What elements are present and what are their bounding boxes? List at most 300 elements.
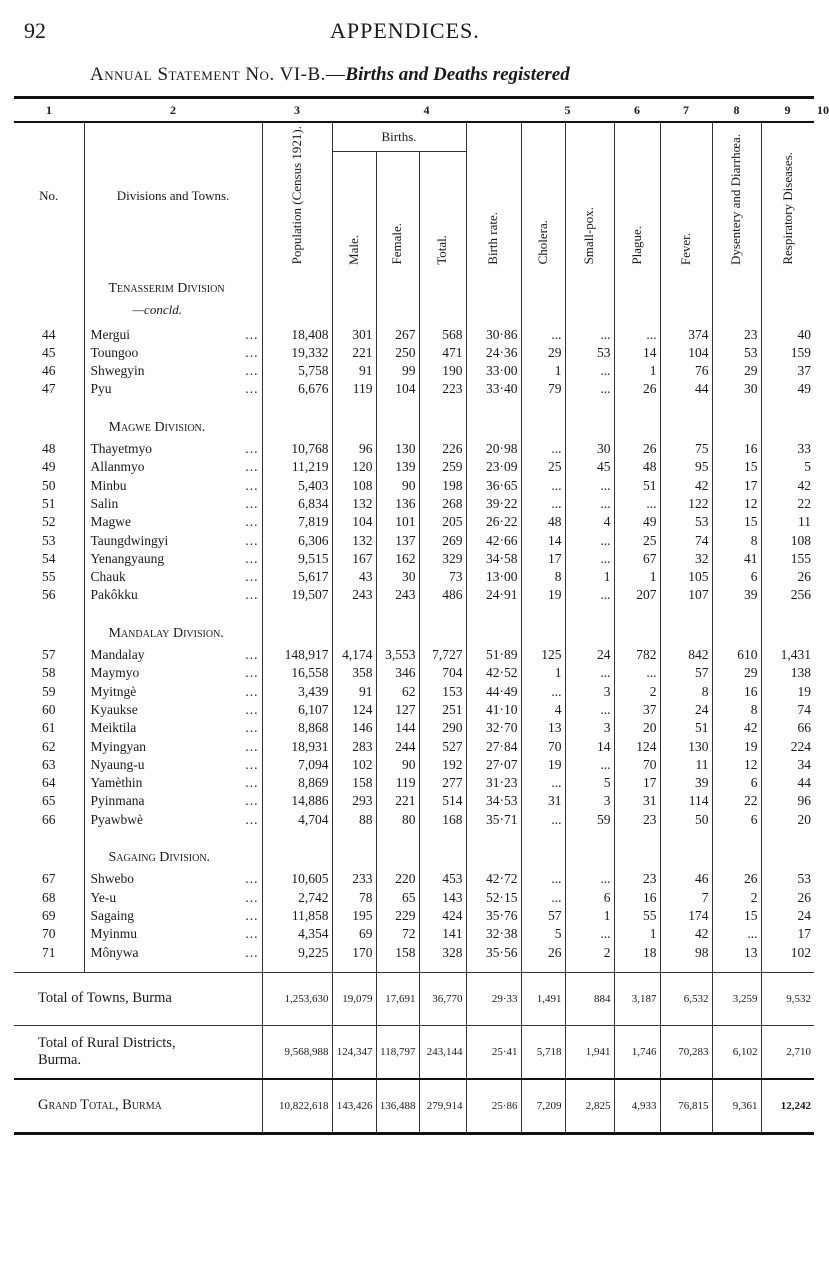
row-number: 61: [14, 719, 84, 737]
value-cell: 158: [332, 774, 376, 792]
value-cell: 11,219: [262, 458, 332, 476]
town-name-cell: [84, 495, 262, 513]
value-cell: ...: [565, 362, 614, 380]
value-cell: 7: [660, 889, 712, 907]
header-cholera: Cholera.: [534, 220, 550, 265]
total-value: 76,815: [660, 1079, 712, 1134]
value-cell: 8,868: [262, 719, 332, 737]
value-cell: 18,408: [262, 326, 332, 344]
town-name-cell: [84, 550, 262, 568]
total-value: 4,933: [614, 1079, 660, 1134]
value-cell: 37: [797, 363, 811, 379]
total-value: 1,746: [614, 1025, 660, 1079]
value-cell: ...: [565, 701, 614, 719]
table-row: [14, 701, 814, 719]
value-cell: 37: [614, 701, 660, 719]
value-cell: 59: [565, 811, 614, 829]
row-number: 55: [14, 568, 84, 586]
value-cell: 15: [712, 513, 761, 531]
value-cell: 41·10: [466, 701, 521, 719]
value-cell: 14: [565, 738, 614, 756]
value-cell: 96: [332, 440, 376, 458]
row-number: 60: [14, 701, 84, 719]
total-value: 5,718: [521, 1025, 565, 1079]
town-name: Mandalay: [90, 647, 145, 663]
value-cell: 4: [521, 701, 565, 719]
value-cell: 277: [419, 774, 466, 792]
value-cell: 170: [332, 944, 376, 962]
division-name: Tenasserim Division: [84, 270, 262, 301]
total-value: 7,209: [521, 1079, 565, 1134]
value-cell: 23: [614, 811, 660, 829]
table-row: [14, 550, 814, 568]
value-cell: 130: [376, 440, 419, 458]
value-cell: ...: [521, 683, 565, 701]
leader-dots: ...: [245, 514, 259, 530]
value-cell: 17: [712, 477, 761, 495]
value-cell: ...: [521, 495, 565, 513]
value-cell: 251: [419, 701, 466, 719]
value-cell: 250: [376, 344, 419, 362]
value-cell: 107: [660, 586, 712, 604]
value-cell: 1: [521, 664, 565, 682]
town-name-cell: [84, 792, 262, 810]
total-label: [14, 972, 262, 1025]
total-value: 1,491: [521, 972, 565, 1025]
value-cell: 127: [376, 701, 419, 719]
division-heading-row: [14, 270, 814, 301]
value-cell: 76: [660, 362, 712, 380]
value-cell: 15: [712, 907, 761, 925]
row-number: 67: [14, 870, 84, 888]
total-value: 9,568,988: [262, 1025, 332, 1079]
value-cell: 49: [614, 513, 660, 531]
header-female: Female.: [389, 223, 405, 265]
value-cell: 233: [332, 870, 376, 888]
leader-dots: ...: [245, 811, 259, 827]
value-cell: 20·98: [466, 440, 521, 458]
leader-dots: ...: [245, 683, 259, 699]
value-cell: ...: [565, 495, 614, 513]
total-label: [14, 1025, 262, 1079]
value-cell: 143: [419, 889, 466, 907]
value-cell: 1,431: [780, 647, 811, 663]
town-name-cell: [84, 870, 262, 888]
value-cell: 6: [712, 774, 761, 792]
total-value: 143,426: [332, 1079, 376, 1134]
leader-dots: ...: [245, 926, 259, 942]
value-cell: ...: [614, 326, 660, 344]
value-cell: 243: [376, 586, 419, 604]
row-number: 52: [14, 513, 84, 531]
header-respiratory: Respiratory Diseases.: [779, 152, 795, 265]
value-cell: 4,704: [262, 811, 332, 829]
town-name-cell: [84, 719, 262, 737]
value-cell: 39: [660, 774, 712, 792]
row-number: 56: [14, 586, 84, 604]
table-row: [14, 646, 814, 664]
town-name-cell: [84, 907, 262, 925]
division-name: Magwe Division.: [84, 409, 262, 440]
value-cell: 6: [712, 811, 761, 829]
value-cell: 42: [660, 477, 712, 495]
division-note-row: [14, 301, 814, 325]
value-cell: 8: [660, 683, 712, 701]
table-row: [14, 907, 814, 925]
total-label-line1: Grand Total, Burma: [38, 1097, 162, 1114]
value-cell: 514: [419, 792, 466, 810]
value-cell: 10,768: [262, 440, 332, 458]
town-name: Mergui: [90, 326, 130, 342]
value-cell: 486: [419, 586, 466, 604]
value-cell: 48: [614, 458, 660, 476]
leader-dots: ...: [245, 665, 259, 681]
town-name: Sagaing: [90, 907, 134, 923]
value-cell: 78: [332, 889, 376, 907]
value-cell: 137: [376, 532, 419, 550]
value-cell: 105: [660, 568, 712, 586]
table-row: [14, 664, 814, 682]
total-value: 70,283: [660, 1025, 712, 1079]
value-cell: 26: [521, 944, 565, 962]
value-cell: 610: [712, 646, 761, 664]
table-row: [14, 586, 814, 604]
row-number: 45: [14, 344, 84, 362]
value-cell: 70: [614, 756, 660, 774]
value-cell: 8,869: [262, 774, 332, 792]
value-cell: 293: [332, 792, 376, 810]
value-cell: 18,931: [262, 738, 332, 756]
town-name: Thayetmyo: [90, 441, 152, 457]
value-cell: 32·38: [466, 925, 521, 943]
value-cell: 16,558: [262, 664, 332, 682]
value-cell: 1: [521, 362, 565, 380]
value-cell: 374: [660, 326, 712, 344]
value-cell: 34: [797, 756, 811, 772]
leader-dots: ...: [245, 775, 259, 791]
value-cell: 90: [376, 756, 419, 774]
total-label-line1: Total of Towns, Burma: [38, 990, 172, 1007]
value-cell: ...: [565, 477, 614, 495]
value-cell: 25: [521, 458, 565, 476]
row-number: 47: [14, 380, 84, 398]
town-name-cell: [84, 664, 262, 682]
town-name: Yenangyaung: [90, 550, 165, 566]
total-row: [14, 1079, 814, 1134]
town-name: Myingyan: [90, 738, 146, 754]
value-cell: 30·86: [466, 326, 521, 344]
town-name: Taungdwingyi: [90, 532, 169, 548]
value-cell: 70: [521, 738, 565, 756]
value-cell: 3: [565, 792, 614, 810]
table-row: [14, 477, 814, 495]
table-row: [14, 889, 814, 907]
value-cell: 33·00: [466, 362, 521, 380]
value-cell: 704: [419, 664, 466, 682]
leader-dots: ...: [245, 944, 259, 960]
town-name-cell: [84, 513, 262, 531]
table-row: [14, 870, 814, 888]
row-number: 54: [14, 550, 84, 568]
value-cell: 190: [419, 362, 466, 380]
town-name-cell: [84, 344, 262, 362]
leader-dots: ...: [245, 459, 259, 475]
value-cell: 329: [419, 550, 466, 568]
value-cell: 136: [376, 495, 419, 513]
value-cell: 27·07: [466, 756, 521, 774]
value-cell: 158: [376, 944, 419, 962]
spacer-row: [14, 829, 814, 839]
value-cell: 198: [419, 477, 466, 495]
leader-dots: ...: [245, 907, 259, 923]
value-cell: 268: [419, 495, 466, 513]
value-cell: 221: [376, 792, 419, 810]
value-cell: 36·65: [466, 477, 521, 495]
town-name: Mônywa: [90, 944, 139, 960]
value-cell: 25: [614, 532, 660, 550]
value-cell: 119: [332, 380, 376, 398]
leader-dots: ...: [245, 756, 259, 772]
value-cell: 51·89: [466, 646, 521, 664]
total-value: 279,914: [419, 1079, 466, 1134]
value-cell: 12: [712, 495, 761, 513]
total-value: 29·33: [466, 972, 521, 1025]
value-cell: 192: [419, 756, 466, 774]
value-cell: 66: [797, 720, 811, 736]
value-cell: ...: [521, 811, 565, 829]
leader-dots: ...: [245, 587, 259, 603]
table-row: [14, 683, 814, 701]
header-population: Population (Census 1921).: [288, 126, 304, 265]
town-name: Shwegyin: [90, 363, 145, 379]
value-cell: 159: [790, 344, 811, 360]
row-number: 71: [14, 944, 84, 962]
value-cell: 18: [614, 944, 660, 962]
row-number: 59: [14, 683, 84, 701]
value-cell: ...: [521, 326, 565, 344]
value-cell: 5: [565, 774, 614, 792]
births-deaths-table: [14, 96, 829, 1135]
division-note: —concld.: [84, 301, 262, 325]
value-cell: 4,174: [332, 646, 376, 664]
statement-title: [90, 64, 570, 86]
column-number-row: 1 2 3 4 5 6 7 8 9 10: [14, 98, 814, 123]
value-cell: 120: [332, 458, 376, 476]
running-head: APPENDICES.: [330, 18, 480, 43]
town-name: Toungoo: [90, 344, 139, 360]
value-cell: 24·36: [466, 344, 521, 362]
value-cell: 48: [521, 513, 565, 531]
value-cell: 57: [521, 907, 565, 925]
value-cell: 19: [797, 683, 811, 699]
total-value: 9,361: [712, 1079, 761, 1134]
total-row: [14, 972, 814, 1025]
table-row: [14, 326, 814, 344]
colnum: 3: [262, 98, 332, 123]
value-cell: 53: [797, 871, 811, 887]
value-cell: 39: [712, 586, 761, 604]
value-cell: 9,515: [262, 550, 332, 568]
value-cell: 22: [712, 792, 761, 810]
value-cell: 290: [419, 719, 466, 737]
town-name-cell: [84, 738, 262, 756]
total-row: [14, 1025, 814, 1079]
value-cell: 124: [332, 701, 376, 719]
leader-dots: ...: [245, 647, 259, 663]
town-name-cell: [84, 440, 262, 458]
header-birth-rate: Birth rate.: [485, 211, 501, 265]
value-cell: 24: [797, 907, 811, 923]
value-cell: 10,605: [262, 870, 332, 888]
leader-dots: ...: [245, 441, 259, 457]
value-cell: 29: [712, 362, 761, 380]
value-cell: 155: [790, 550, 811, 566]
value-cell: ...: [521, 477, 565, 495]
value-cell: 6,107: [262, 701, 332, 719]
value-cell: 11,858: [262, 907, 332, 925]
row-number: 65: [14, 792, 84, 810]
value-cell: 44: [797, 775, 811, 791]
total-value: 6,532: [660, 972, 712, 1025]
table-row: [14, 380, 814, 398]
leader-dots: ...: [245, 477, 259, 493]
value-cell: 6,676: [262, 380, 332, 398]
total-value: 19,079: [332, 972, 376, 1025]
header-fever: Fever.: [677, 232, 693, 265]
value-cell: 32·70: [466, 719, 521, 737]
row-number: 69: [14, 907, 84, 925]
town-name-cell: [84, 756, 262, 774]
value-cell: 96: [797, 793, 811, 809]
value-cell: 3: [565, 719, 614, 737]
town-name: Maymyo: [90, 665, 140, 681]
total-value: 9,532: [761, 972, 814, 1025]
value-cell: 424: [419, 907, 466, 925]
value-cell: 104: [332, 513, 376, 531]
value-cell: 99: [376, 362, 419, 380]
total-value: 3,259: [712, 972, 761, 1025]
value-cell: 226: [419, 440, 466, 458]
spacer-row: [14, 399, 814, 409]
town-name: Magwe: [90, 514, 131, 530]
value-cell: 32: [660, 550, 712, 568]
value-cell: 1: [614, 925, 660, 943]
value-cell: 98: [660, 944, 712, 962]
table-row: [14, 811, 814, 829]
value-cell: 30: [565, 440, 614, 458]
value-cell: ...: [614, 495, 660, 513]
table-row: [14, 756, 814, 774]
value-cell: 42·72: [466, 870, 521, 888]
value-cell: 168: [419, 811, 466, 829]
town-name: Chauk: [90, 569, 126, 585]
row-number: 66: [14, 811, 84, 829]
value-cell: 88: [332, 811, 376, 829]
value-cell: 41: [712, 550, 761, 568]
leader-dots: ...: [245, 344, 259, 360]
value-cell: 14: [614, 344, 660, 362]
value-cell: 125: [521, 646, 565, 664]
colnum: 6: [614, 98, 660, 123]
value-cell: 13·00: [466, 568, 521, 586]
value-cell: 51: [660, 719, 712, 737]
value-cell: ...: [565, 925, 614, 943]
value-cell: 122: [660, 495, 712, 513]
total-value: 124,347: [332, 1025, 376, 1079]
value-cell: 16: [712, 683, 761, 701]
value-cell: 358: [332, 664, 376, 682]
value-cell: 35·76: [466, 907, 521, 925]
town-name: Pyawbwè: [90, 811, 143, 827]
value-cell: 19: [521, 756, 565, 774]
town-name-cell: [84, 568, 262, 586]
value-cell: 26: [797, 889, 811, 905]
value-cell: ...: [521, 889, 565, 907]
value-cell: 17: [614, 774, 660, 792]
value-cell: 148,917: [262, 646, 332, 664]
value-cell: 5: [804, 459, 811, 475]
value-cell: 35·56: [466, 944, 521, 962]
row-number: 53: [14, 532, 84, 550]
value-cell: 13: [521, 719, 565, 737]
value-cell: ...: [521, 440, 565, 458]
value-cell: 8: [521, 568, 565, 586]
table-row: [14, 532, 814, 550]
total-value: 12,242: [761, 1079, 814, 1134]
value-cell: 72: [376, 925, 419, 943]
value-cell: 244: [376, 738, 419, 756]
table-row: [14, 440, 814, 458]
value-cell: 2: [565, 944, 614, 962]
value-cell: 42·66: [466, 532, 521, 550]
value-cell: 24: [565, 646, 614, 664]
value-cell: 7,727: [419, 646, 466, 664]
total-value: 1,253,630: [262, 972, 332, 1025]
value-cell: 221: [332, 344, 376, 362]
colnum: 2: [84, 98, 262, 123]
value-cell: 16: [712, 440, 761, 458]
total-value: 243,144: [419, 1025, 466, 1079]
colnum: 7: [660, 98, 712, 123]
table-row: [14, 362, 814, 380]
value-cell: 90: [376, 477, 419, 495]
value-cell: 5: [521, 925, 565, 943]
row-number: 58: [14, 664, 84, 682]
leader-dots: ...: [245, 793, 259, 809]
value-cell: 11: [798, 514, 811, 530]
total-value: 17,691: [376, 972, 419, 1025]
value-cell: 7,819: [262, 513, 332, 531]
value-cell: 26: [712, 870, 761, 888]
value-cell: ...: [565, 532, 614, 550]
header-dysentery: Dysentery and Diarrhœa.: [728, 133, 744, 265]
value-cell: 842: [660, 646, 712, 664]
value-cell: 224: [790, 738, 811, 754]
value-cell: ...: [565, 586, 614, 604]
division-heading-row: [14, 409, 814, 440]
value-cell: 3,439: [262, 683, 332, 701]
value-cell: 24·91: [466, 586, 521, 604]
value-cell: 57: [660, 664, 712, 682]
value-cell: 207: [614, 586, 660, 604]
value-cell: 69: [332, 925, 376, 943]
table-row: [14, 944, 814, 962]
value-cell: 50: [660, 811, 712, 829]
value-cell: 26: [614, 440, 660, 458]
town-name: Yamèthin: [90, 775, 143, 791]
value-cell: 17: [521, 550, 565, 568]
value-cell: 74: [660, 532, 712, 550]
